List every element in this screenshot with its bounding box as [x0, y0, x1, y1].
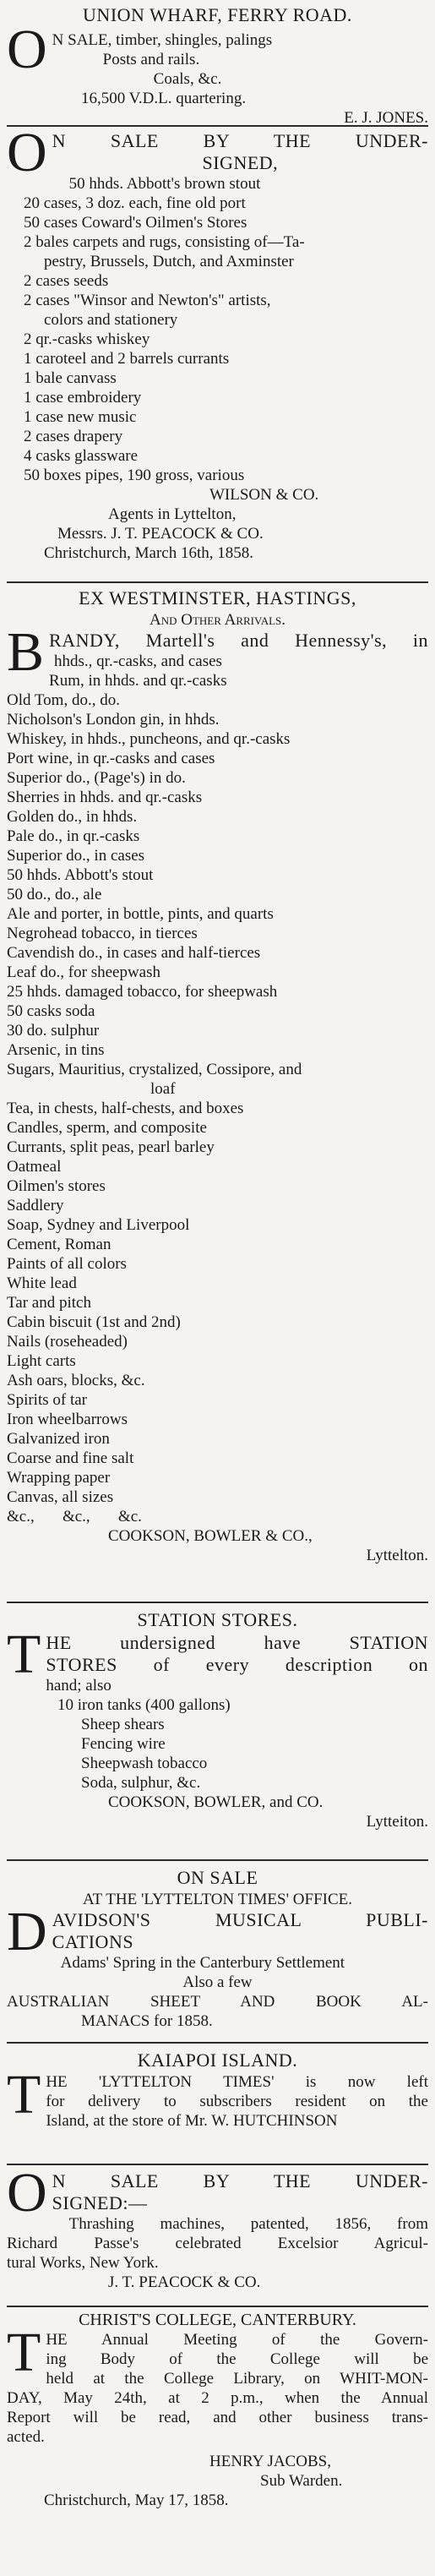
ad-line: Leaf do., for sheepwash [7, 963, 161, 981]
divider [7, 581, 428, 583]
ad-line: Posts and rails. [102, 51, 200, 68]
ad-line: Also a few [182, 1973, 253, 1991]
ad-line: Light carts [7, 1352, 76, 1370]
ad-heading: KAIAPOI ISLAND. [137, 2049, 298, 2071]
ad-line: Sherries in hhds. and qr.-casks [7, 789, 203, 806]
ad-line: Fencing wire [81, 1735, 166, 1753]
ad-line: CATIONS [52, 1931, 134, 1952]
ad-line: 50 hhds. Abbott's brown stout [68, 175, 261, 193]
drop-cap: T [7, 1624, 41, 1685]
ad-firm: COOKSON, BOWLER, and CO. [108, 1793, 324, 1811]
ad-agents-name: Messrs. J. T. PEACOCK & CO. [57, 525, 264, 543]
ad-line: Canvas, all sizes [7, 1488, 114, 1506]
ad-heading: N SALE BY THE UNDER- [52, 130, 428, 151]
ad-line: ing Body of the College will be [46, 2350, 428, 2368]
ad-line: Currants, split peas, pearl barley [7, 1138, 215, 1156]
ad-line: 20 cases, 3 doz. each, fine old port [24, 194, 246, 212]
ad-signature: E. J. JONES. [344, 109, 428, 127]
ad-line: Saddlery [7, 1197, 64, 1214]
ad-body [7, 19, 428, 128]
ad-line: colors and stationery [44, 311, 178, 329]
ad-line: HE Annual Meeting of the Govern- [46, 2331, 428, 2349]
ad-line: Spirits of tar [7, 1391, 87, 1409]
drop-cap: O [7, 2162, 47, 2224]
ad-line: held at the College Library, on WHIT-MON- [46, 2370, 428, 2388]
divider [7, 2042, 428, 2044]
drop-cap: O [7, 122, 47, 183]
ad-line: hhds., qr.-casks, and cases [54, 652, 222, 670]
ad-line: N SALE, timber, shingles, palings [52, 31, 273, 49]
ad-heading: AT THE 'LYTTELTON TIMES' OFFICE. [83, 1891, 352, 1908]
ad-line: Sheep shears [81, 1716, 165, 1733]
ad-wilson [7, 122, 428, 563]
ad-heading: UNION WHARF, FERRY ROAD. [83, 4, 352, 25]
ad-line: Sugars, Mauritius, crystalized, Cossipore, and [7, 1061, 302, 1078]
ad-line: hand; also [46, 1677, 111, 1695]
ad-line: AVIDSON'S MUSICAL PUBLI- [52, 1909, 428, 1930]
ad-line: Pale do., in qr.-casks [7, 827, 140, 845]
ad-line: RANDY, Martell's and Hennessy's, in [49, 630, 428, 651]
ad-line: 50 casks soda [7, 1002, 95, 1020]
ad-line: Soap, Sydney and Liverpool [7, 1216, 190, 1234]
ad-line: Soda, sulphur, &c. [81, 1774, 201, 1792]
ad-heading: SIGNED, [202, 152, 279, 173]
ad-line: 1 case embroidery [24, 389, 142, 407]
ad-line: Tea, in chests, half-chests, and boxes [7, 1100, 244, 1117]
drop-cap: T [7, 2064, 41, 2126]
ad-line: 2 cases drapery [24, 428, 123, 445]
ad-heading: ON SALE [177, 1867, 258, 1888]
ad-christs-college [7, 2311, 428, 2510]
ad-line: DAY, May 24th, at 2 p.m., when the Annual [7, 2389, 428, 2407]
drop-cap: D [7, 1901, 47, 1962]
ad-line: Richard Passe's celebrated Excelsior Agricul- [7, 2235, 428, 2252]
ad-line: Wrapping paper [7, 1469, 111, 1487]
ad-line: Candles, sperm, and composite [7, 1119, 207, 1137]
divider [7, 1602, 428, 1603]
ad-line: Sheepwash tobacco [81, 1755, 208, 1772]
ad-line: Tar and pitch [7, 1294, 91, 1312]
ad-line: Port wine, in qr.-casks and cases [7, 750, 215, 767]
ad-line: Thrashing machines, patented, 1856, from [68, 2215, 428, 2233]
ad-line: 16,500 V.D.L. quartering. [81, 90, 247, 107]
ad-line: Superior do., in cases [7, 847, 145, 865]
ad-line: Island, at the store of Mr. W. HUTCHINSON [46, 2112, 338, 2130]
ad-times-office [7, 1866, 428, 2031]
divider [7, 2306, 428, 2307]
ad-line: Rum, in hhds. and qr.-casks [49, 672, 227, 690]
ad-line: 4 casks glassware [24, 447, 139, 465]
ad-place: Lytteiton. [366, 1813, 428, 1831]
ad-line: Whiskey, in hhds., puncheons, and qr.-casks [7, 730, 291, 748]
ad-line: Nails (roseheaded) [7, 1333, 128, 1351]
ad-line: Superior do., (Page's) in do. [7, 769, 186, 787]
ad-line: 2 bales carpets and rugs, consisting of—Ta- [24, 233, 305, 251]
ad-station-stores [7, 1608, 428, 1831]
ad-line: Nicholson's London gin, in hhds. [7, 711, 220, 729]
ad-firm: J. T. PEACOCK & CO. [108, 2273, 261, 2291]
ad-line: 50 boxes pipes, 190 gross, various [24, 467, 245, 484]
ad-line: HE 'LYTTELTON TIMES' is now left [46, 2073, 428, 2091]
ad-head [7, 1901, 428, 1962]
ad-line: Arsenic, in tins [7, 1041, 105, 1059]
ad-line: 1 bale canvass [24, 369, 117, 387]
ad-head [7, 1624, 428, 1685]
ad-line: White lead [7, 1274, 77, 1292]
ad-line: &c., &c., &c. [7, 1508, 142, 1525]
ad-date: Christchurch, May 17, 1858. [44, 2491, 229, 2509]
ad-cookson [7, 587, 428, 1565]
divider [7, 2164, 428, 2165]
ad-firm: WILSON & CO. [209, 486, 319, 504]
ad-peacock [7, 2162, 428, 2292]
drop-cap: O [7, 19, 47, 80]
ad-line: Golden do., in hhds. [7, 808, 138, 826]
ad-line: AUSTRALIAN SHEET AND BOOK AL- [7, 1993, 428, 2011]
ad-line: Adams' Spring in the Canterbury Settlement [60, 1954, 345, 1972]
ad-line: Ash oars, blocks, &c. [7, 1372, 145, 1389]
ad-line: Coarse and fine salt [7, 1449, 134, 1467]
ad-signer-name: HENRY JACOBS, [209, 2453, 331, 2470]
drop-cap: T [7, 2322, 41, 2383]
ad-line: Cavendish do., in cases and half-tierces [7, 944, 261, 962]
ad-line: 10 iron tanks (400 gallons) [57, 1696, 231, 1714]
ad-line: 50 do., do., ale [7, 886, 102, 903]
ad-line: 25 hhds. damaged tobacco, for sheepwash [7, 983, 278, 1001]
ad-place: Lyttelton. [366, 1547, 428, 1564]
ad-subheading: And Other Arrivals. [149, 611, 286, 629]
ad-agents: Agents in Lyttelton, [108, 505, 237, 523]
ad-line: 1 case new music [24, 408, 137, 426]
ad-firm: COOKSON, BOWLER & CO., [108, 1527, 313, 1545]
ad-line: Paints of all colors [7, 1255, 127, 1273]
ad-line: Cement, Roman [7, 1236, 111, 1253]
ad-line: 2 cases "Winsor and Newton's" artists, [24, 292, 271, 309]
ad-line: Report will be read, and other business trans- [7, 2409, 428, 2426]
ad-head [7, 122, 428, 183]
ad-date: Christchurch, March 16th, 1858. [44, 544, 254, 562]
ad-line: loaf [150, 1080, 176, 1098]
ad-heading: SIGNED:— [52, 2192, 148, 2213]
ad-line: Cabin biscuit (1st and 2nd) [7, 1313, 181, 1331]
ad-line: HE undersigned have STATION [46, 1632, 428, 1653]
ad-line: 30 do. sulphur [7, 1022, 100, 1040]
ad-kaiapoi [7, 2049, 428, 2131]
ad-line: Galvanized iron [7, 1430, 110, 1448]
ad-line: 1 caroteel and 2 barrels currants [24, 350, 230, 368]
ad-line: 50 hhds. Abbott's stout [7, 866, 154, 884]
ad-line: Coals, &c. [153, 70, 222, 88]
ad-line: MANACS for 1858. [81, 2012, 213, 2030]
ad-line: pestry, Brussels, Dutch, and Axminster [44, 253, 294, 270]
ad-line: acted. [7, 2428, 45, 2446]
drop-cap: B [7, 621, 45, 683]
ad-heading: EX WESTMINSTER, HASTINGS, [79, 587, 356, 609]
ad-line: Oatmeal [7, 1158, 62, 1176]
ad-heading: N SALE BY THE UNDER- [52, 2170, 428, 2191]
ad-line: Ale and porter, in bottle, pints, and quarts [7, 905, 274, 923]
ad-line: for delivery to subscribers resident on the [46, 2093, 428, 2110]
divider [7, 125, 428, 127]
ad-line: Iron wheelbarrows [7, 1411, 128, 1428]
ad-line: 50 cases Coward's Oilmen's Stores [24, 214, 247, 232]
divider [7, 1859, 428, 1861]
ad-line: Negrohead tobacco, in tierces [7, 925, 198, 942]
ad-line: Old Tom, do., do. [7, 691, 120, 709]
ad-line: 2 qr.-casks whiskey [24, 330, 150, 348]
ad-line: tural Works, New York. [7, 2254, 159, 2272]
ad-union-wharf [7, 3, 428, 128]
ad-heading: STATION STORES. [137, 1609, 298, 1630]
ad-signer-title: Sub Warden. [260, 2472, 343, 2490]
ad-line: 2 cases seeds [24, 272, 109, 290]
ad-line: Oilmen's stores [7, 1177, 106, 1195]
ad-heading: CHRIST'S COLLEGE, CANTERBURY. [79, 2311, 356, 2329]
ad-line: STORES of every description on [46, 1654, 428, 1675]
